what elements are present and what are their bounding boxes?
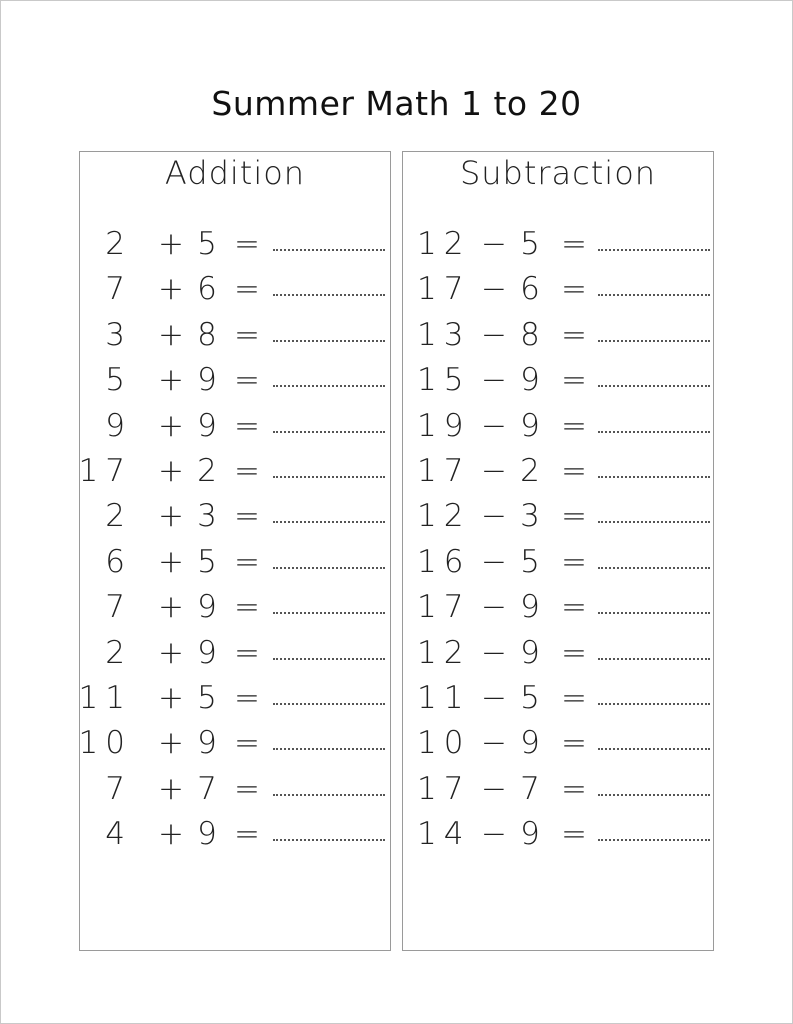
- equals-sign: =: [561, 407, 587, 444]
- equals-sign: =: [561, 543, 587, 580]
- addition-problem-row: [80, 267, 390, 312]
- equals-sign: =: [234, 407, 260, 444]
- answer-blank[interactable]: [598, 567, 710, 569]
- subtraction-problem-row: [403, 267, 713, 312]
- addition-problem-row: [80, 540, 390, 585]
- second-operand: 5: [520, 679, 540, 716]
- minus-sign: −: [481, 362, 507, 399]
- answer-blank[interactable]: [598, 612, 710, 614]
- addition-problem-row: [80, 313, 390, 358]
- subtraction-problem-row: [403, 404, 713, 449]
- plus-sign: +: [158, 589, 184, 626]
- second-operand: 9: [197, 589, 217, 626]
- minus-sign: −: [481, 679, 507, 716]
- subtraction-panel: [402, 151, 714, 951]
- second-operand: 5: [197, 679, 217, 716]
- answer-blank[interactable]: [273, 431, 385, 433]
- addition-problem-row: [80, 676, 390, 721]
- first-operand: 17: [417, 770, 471, 807]
- equals-sign: =: [561, 316, 587, 353]
- equals-sign: =: [561, 679, 587, 716]
- addition-problem-row: [80, 449, 390, 494]
- second-operand: 9: [197, 816, 217, 853]
- addition-problem-row: [80, 404, 390, 449]
- minus-sign: −: [481, 770, 507, 807]
- second-operand: 5: [520, 543, 540, 580]
- equals-sign: =: [234, 498, 260, 535]
- equals-sign: =: [234, 725, 260, 762]
- addition-panel: [79, 151, 391, 951]
- equals-sign: =: [234, 634, 260, 671]
- second-operand: 2: [197, 452, 217, 489]
- subtraction-heading: Subtraction: [459, 154, 657, 192]
- second-operand: 9: [197, 634, 217, 671]
- answer-blank[interactable]: [273, 521, 385, 523]
- second-operand: 9: [520, 634, 540, 671]
- second-operand: 9: [520, 816, 540, 853]
- subtraction-problem-row: [403, 767, 713, 812]
- second-operand: 9: [197, 362, 217, 399]
- equals-sign: =: [561, 725, 587, 762]
- second-operand: 8: [520, 316, 540, 353]
- answer-blank[interactable]: [273, 612, 385, 614]
- addition-problem-row: [80, 721, 390, 766]
- equals-sign: =: [561, 589, 587, 626]
- second-operand: 9: [520, 589, 540, 626]
- second-operand: 6: [520, 271, 540, 308]
- first-operand: 12: [417, 634, 471, 671]
- first-operand: 3: [105, 316, 132, 353]
- second-operand: 9: [520, 362, 540, 399]
- plus-sign: +: [158, 543, 184, 580]
- minus-sign: −: [481, 271, 507, 308]
- answer-blank[interactable]: [273, 567, 385, 569]
- first-operand: 2: [105, 634, 132, 671]
- minus-sign: −: [481, 407, 507, 444]
- minus-sign: −: [481, 816, 507, 853]
- answer-blank[interactable]: [273, 249, 385, 251]
- second-operand: 5: [197, 226, 217, 262]
- plus-sign: +: [158, 770, 184, 807]
- subtraction-problem-row: [403, 585, 713, 630]
- first-operand: 4: [105, 816, 132, 853]
- first-operand: 17: [417, 589, 471, 626]
- answer-blank[interactable]: [273, 476, 385, 478]
- equals-sign: =: [561, 226, 587, 262]
- plus-sign: +: [158, 271, 184, 308]
- first-operand: 10: [417, 725, 471, 762]
- answer-blank[interactable]: [598, 839, 710, 841]
- addition-problem-row: [80, 358, 390, 403]
- second-operand: 9: [520, 725, 540, 762]
- first-operand: 11: [417, 679, 471, 716]
- answer-blank[interactable]: [598, 703, 710, 705]
- first-operand: 13: [417, 316, 471, 353]
- equals-sign: =: [234, 271, 260, 308]
- addition-problem-row: [80, 494, 390, 539]
- second-operand: 3: [197, 498, 217, 535]
- first-operand: 6: [105, 543, 132, 580]
- answer-blank[interactable]: [598, 249, 710, 251]
- equals-sign: =: [234, 770, 260, 807]
- first-operand: 2: [105, 226, 132, 262]
- first-operand: 19: [417, 407, 471, 444]
- addition-problem-row: [80, 631, 390, 676]
- minus-sign: −: [481, 226, 507, 262]
- equals-sign: =: [561, 362, 587, 399]
- first-operand: 5: [105, 362, 132, 399]
- addition-problem-row: [80, 812, 390, 857]
- equals-sign: =: [561, 271, 587, 308]
- answer-blank[interactable]: [273, 703, 385, 705]
- answer-blank[interactable]: [598, 431, 710, 433]
- second-operand: 8: [197, 316, 217, 353]
- first-operand: 16: [417, 543, 471, 580]
- first-operand: 17: [78, 452, 132, 489]
- answer-blank[interactable]: [598, 748, 710, 750]
- equals-sign: =: [561, 452, 587, 489]
- first-operand: 17: [417, 452, 471, 489]
- answer-blank[interactable]: [273, 340, 385, 342]
- equals-sign: =: [234, 452, 260, 489]
- answer-blank[interactable]: [598, 658, 710, 660]
- plus-sign: +: [158, 362, 184, 399]
- answer-blank[interactable]: [273, 839, 385, 841]
- second-operand: 5: [520, 226, 540, 262]
- plus-sign: +: [158, 316, 184, 353]
- minus-sign: −: [481, 589, 507, 626]
- plus-sign: +: [158, 226, 184, 262]
- first-operand: 11: [78, 679, 132, 716]
- addition-heading: Addition: [164, 154, 306, 192]
- second-operand: 9: [520, 407, 540, 444]
- subtraction-problem-list: [403, 222, 713, 857]
- first-operand: 15: [417, 362, 471, 399]
- page-title: Summer Math 1 to 20: [211, 84, 582, 123]
- minus-sign: −: [481, 543, 507, 580]
- subtraction-problem-row: [403, 540, 713, 585]
- equals-sign: =: [234, 362, 260, 399]
- subtraction-problem-row: [403, 676, 713, 721]
- first-operand: 9: [105, 407, 132, 444]
- minus-sign: −: [481, 498, 507, 535]
- equals-sign: =: [561, 770, 587, 807]
- answer-blank[interactable]: [598, 294, 710, 296]
- subtraction-problem-row: [403, 358, 713, 403]
- answer-blank[interactable]: [598, 794, 710, 796]
- equals-sign: =: [561, 816, 587, 853]
- equals-sign: =: [234, 589, 260, 626]
- answer-blank[interactable]: [598, 476, 710, 478]
- answer-blank[interactable]: [598, 521, 710, 523]
- equals-sign: =: [234, 816, 260, 853]
- second-operand: 7: [197, 770, 217, 807]
- answer-blank[interactable]: [273, 385, 385, 387]
- minus-sign: −: [481, 634, 507, 671]
- equals-sign: =: [561, 498, 587, 535]
- minus-sign: −: [481, 725, 507, 762]
- second-operand: 2: [520, 452, 540, 489]
- minus-sign: −: [481, 316, 507, 353]
- answer-blank[interactable]: [598, 385, 710, 387]
- plus-sign: +: [158, 407, 184, 444]
- addition-problem-row: [80, 585, 390, 630]
- second-operand: 7: [520, 770, 540, 807]
- plus-sign: +: [158, 498, 184, 535]
- first-operand: 7: [105, 271, 132, 308]
- equals-sign: =: [234, 316, 260, 353]
- subtraction-problem-row: [403, 721, 713, 766]
- first-operand: 12: [417, 498, 471, 535]
- subtraction-problem-row: [403, 494, 713, 539]
- subtraction-problem-row: [403, 222, 713, 267]
- first-operand: 12: [417, 226, 471, 262]
- plus-sign: +: [158, 634, 184, 671]
- addition-problem-list: [80, 222, 390, 857]
- equals-sign: =: [234, 543, 260, 580]
- plus-sign: +: [158, 816, 184, 853]
- second-operand: 3: [520, 498, 540, 535]
- plus-sign: +: [158, 725, 184, 762]
- answer-blank[interactable]: [273, 658, 385, 660]
- second-operand: 9: [197, 407, 217, 444]
- answer-blank[interactable]: [598, 340, 710, 342]
- addition-problem-row: [80, 222, 390, 267]
- first-operand: 7: [105, 770, 132, 807]
- equals-sign: =: [234, 226, 260, 262]
- minus-sign: −: [481, 452, 507, 489]
- first-operand: 14: [417, 816, 471, 853]
- plus-sign: +: [158, 452, 184, 489]
- addition-problem-row: [80, 767, 390, 812]
- first-operand: 2: [105, 498, 132, 535]
- answer-blank[interactable]: [273, 294, 385, 296]
- subtraction-problem-row: [403, 631, 713, 676]
- second-operand: 6: [197, 271, 217, 308]
- equals-sign: =: [234, 679, 260, 716]
- plus-sign: +: [158, 679, 184, 716]
- answer-blank[interactable]: [273, 748, 385, 750]
- first-operand: 17: [417, 271, 471, 308]
- second-operand: 9: [197, 725, 217, 762]
- first-operand: 7: [105, 589, 132, 626]
- answer-blank[interactable]: [273, 794, 385, 796]
- second-operand: 5: [197, 543, 217, 580]
- subtraction-problem-row: [403, 449, 713, 494]
- first-operand: 10: [78, 725, 132, 762]
- subtraction-problem-row: [403, 812, 713, 857]
- subtraction-problem-row: [403, 313, 713, 358]
- equals-sign: =: [561, 634, 587, 671]
